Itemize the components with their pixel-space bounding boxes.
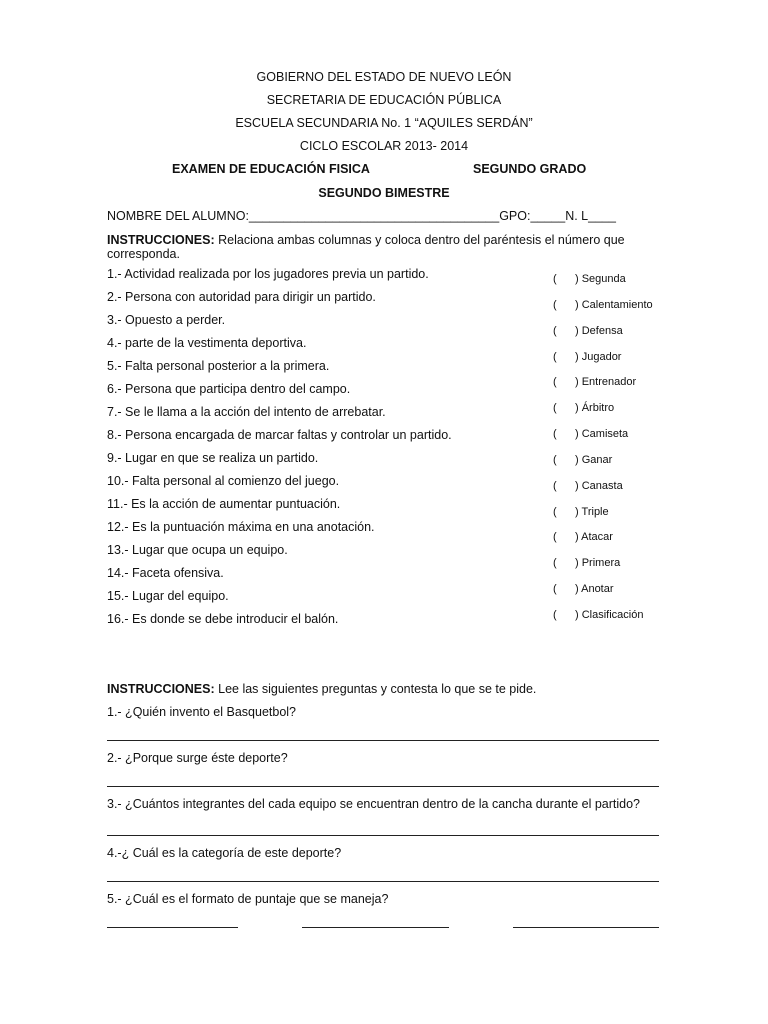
answer-label: ) Primera [575, 557, 621, 569]
match-answer[interactable] [553, 299, 713, 311]
match-question: 8.- Persona encargada de marcar faltas y controlar un partido. [107, 428, 452, 442]
header-school: ESCUELA SECUNDARIA No. 1 “AQUILES SERDÁN” [235, 116, 533, 130]
open-question: 1.- ¿Quién invento el Basquetbol? [107, 705, 297, 719]
open-question: 4.-¿ Cuál es la categoría de este deporte? [107, 846, 342, 860]
open-question: 2.- ¿Porque surge éste deporte? [107, 751, 288, 765]
match-answer[interactable] [553, 506, 713, 518]
answer-label: ) Segunda [575, 273, 626, 285]
match-question: 4.- parte de la vestimenta deportiva. [107, 336, 307, 350]
exam-title: EXAMEN DE EDUCACIÓN FISICA [172, 162, 370, 176]
header-secretariat: SECRETARIA DE EDUCACIÓN PÚBLICA [266, 93, 502, 107]
match-question: 1.- Actividad realizada por los jugadores previa un partido. [107, 267, 429, 281]
match-answer[interactable] [553, 351, 713, 363]
match-question: 14.- Faceta ofensiva. [107, 566, 224, 580]
answer-label: ) Camiseta [575, 428, 629, 440]
answer-label: ) Árbitro [575, 402, 615, 414]
answer-label: ) Canasta [575, 480, 623, 492]
match-answer[interactable] [553, 531, 713, 543]
match-answer[interactable] [553, 583, 713, 595]
answer-line[interactable] [107, 927, 238, 928]
answer-label: ) Anotar [575, 583, 614, 595]
exam-grade: SEGUNDO GRADO [473, 162, 587, 176]
header-government: GOBIERNO DEL ESTADO DE NUEVO LEÓN [256, 70, 512, 84]
match-question: 6.- Persona que participa dentro del campo. [107, 382, 351, 396]
answer-paren: ( [553, 557, 557, 569]
match-question: 7.- Se le llama a la acción del intento de arrebatar. [107, 405, 386, 419]
section1-instructions-label: INSTRUCCIONES: [107, 233, 215, 247]
answer-label: ) Atacar [575, 531, 613, 543]
open-question: 3.- ¿Cuántos integrantes del cada equipo se encuentran dentro de la cancha durante el partido? [107, 797, 641, 811]
match-answer[interactable] [553, 325, 713, 337]
match-question: 11.- Es la acción de aumentar puntuación. [107, 497, 341, 511]
answer-line[interactable] [107, 740, 659, 741]
answer-paren: ( [553, 325, 557, 337]
answer-label: ) Entrenador [575, 376, 637, 388]
answer-paren: ( [553, 376, 557, 388]
answer-paren: ( [553, 428, 557, 440]
match-question: 5.- Falta personal posterior a la primera. [107, 359, 330, 373]
match-question: 16.- Es donde se debe introducir el balón. [107, 612, 339, 626]
match-answer[interactable] [553, 609, 713, 621]
answer-label: ) Jugador [575, 351, 622, 363]
answer-paren: ( [553, 402, 557, 414]
match-answer[interactable] [553, 428, 713, 440]
answer-line[interactable] [513, 927, 659, 928]
exam-term: SEGUNDO BIMESTRE [318, 186, 450, 200]
answer-label: ) Defensa [575, 325, 623, 337]
answer-paren: ( [553, 506, 557, 518]
answer-line[interactable] [107, 835, 659, 836]
answer-paren: ( [553, 583, 557, 595]
answer-paren: ( [553, 454, 557, 466]
answer-paren: ( [553, 351, 557, 363]
section1-instructions-text: Relaciona ambas columnas y coloca dentro del paréntesis el número que corresponda. [107, 233, 625, 261]
section2-instructions-text: Lee las siguientes preguntas y contesta lo que se te pide. [214, 682, 537, 696]
answer-paren: ( [553, 531, 557, 543]
answer-paren: ( [553, 609, 557, 621]
answer-paren: ( [553, 299, 557, 311]
match-answer[interactable] [553, 273, 713, 285]
match-question: 10.- Falta personal al comienzo del juego. [107, 474, 340, 488]
match-question: 12.- Es la puntuación máxima en una anotación. [107, 520, 375, 534]
section1-instructions [107, 233, 662, 261]
answer-paren: ( [553, 480, 557, 492]
student-info-line[interactable]: NOMBRE DEL ALUMNO:____________________________________GPO:_____N. L____ [107, 209, 616, 223]
answer-line[interactable] [107, 881, 659, 882]
match-answer[interactable] [553, 557, 713, 569]
section2-instructions [107, 682, 536, 696]
match-question: 15.- Lugar del equipo. [107, 589, 229, 603]
match-question: 9.- Lugar en que se realiza un partido. [107, 451, 319, 465]
match-answer[interactable] [553, 480, 713, 492]
match-answer[interactable] [553, 454, 713, 466]
match-answer[interactable] [553, 402, 713, 414]
section2-instructions-label: INSTRUCCIONES: [107, 682, 215, 696]
answer-label: ) Ganar [575, 454, 613, 466]
answer-label: ) Triple [575, 506, 609, 518]
match-question: 3.- Opuesto a perder. [107, 313, 226, 327]
match-question: 2.- Persona con autoridad para dirigir un partido. [107, 290, 376, 304]
answer-paren: ( [553, 273, 557, 285]
answer-line[interactable] [107, 786, 659, 787]
match-answer[interactable] [553, 376, 713, 388]
match-question: 13.- Lugar que ocupa un equipo. [107, 543, 288, 557]
answer-label: ) Clasificación [575, 609, 644, 621]
answer-line[interactable] [302, 927, 449, 928]
answer-label: ) Calentamiento [575, 299, 653, 311]
header-school-year: CICLO ESCOLAR 2013- 2014 [299, 139, 469, 153]
open-question: 5.- ¿Cuál es el formato de puntaje que se maneja? [107, 892, 389, 906]
